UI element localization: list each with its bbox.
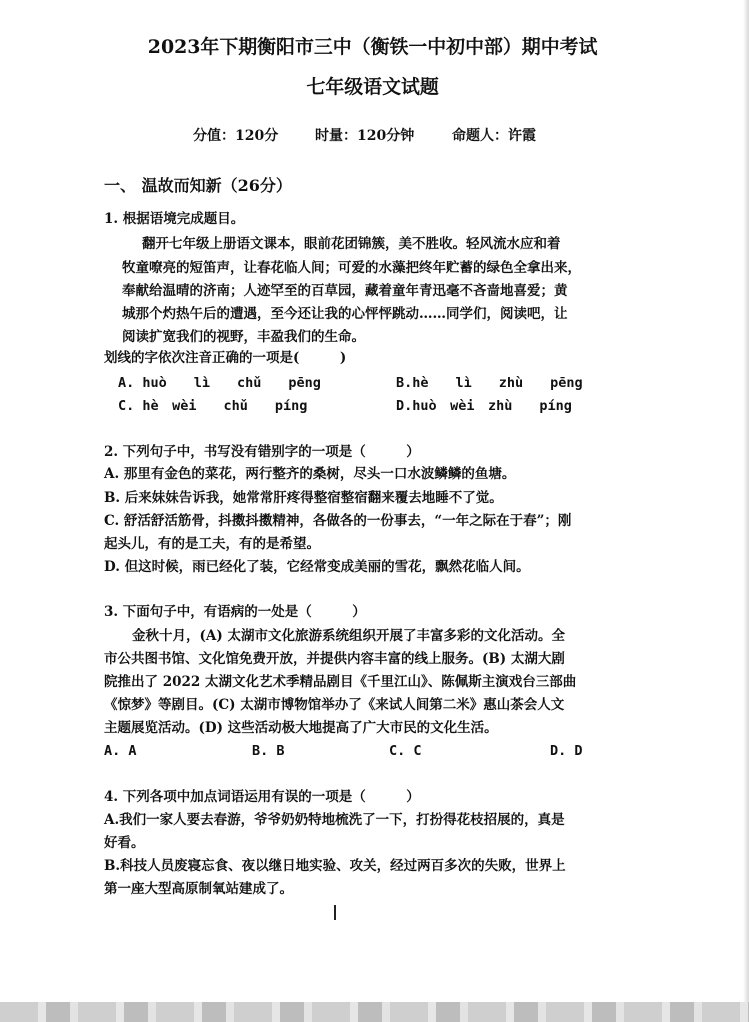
q3-passage-line: 市公共图书馆、文化馆免费开放，并提供内容丰富的线上服务。(B) 太湖大剧 [104,651,565,667]
scan-bottom-strip [0,1002,749,1022]
q4-option-a-continued: 好看。 [104,835,145,851]
pen-mark [334,905,336,920]
q1-passage-line: 城那个灼热午后的遭遇，至今还让我的心怦怦跳动……同学们，阅读吧，让 [122,306,568,322]
q3-option-b: B. B [252,743,285,759]
q1-option-c: C. hè wèi chǔ píng [118,398,308,414]
exam-subtitle: 七年级语文试题 [306,76,439,98]
q1-stem: 1. 根据语境完成题目。 [104,211,245,227]
q2-option-c: C. 舒活舒活筋骨，抖擞抖擞精神，各做各的一份事去，“一年之际在于春”；刚 [104,513,572,529]
q3-passage-line: 金秋十月，(A) 太湖市文化旅游系统组织开展了丰富多彩的文化活动。全 [132,628,565,644]
q4-option-b-continued: 第一座大型高原制氧站建成了。 [104,881,293,897]
q3-option-d: D. D [550,743,583,759]
q1-passage-line: 奉献给温晴的济南；人迹罕至的百草园，藏着童年青迅毫不吝啬地喜爱；黄 [122,283,568,299]
q3-passage-line: 《惊梦》等剧目。(C) 太湖市博物馆举办了《来试人间第二米》惠山茶会人文 [104,697,565,713]
q3-passage-line: 主题展览活动。(D) 这些活动极大地提高了广大市民的文化生活。 [104,720,498,736]
q1-passage-line: 牧童嘹亮的短笛声，让春花临人间；可爱的水藻把终年贮蓄的绿色全拿出来， [122,260,581,276]
q1-passage-line: 翻开七年级上册语文课本，眼前花团锦簇，美不胜收。轻风流水应和着 [142,236,561,252]
exam-title: 2023年下期衡阳市三中（衡铁一中初中部）期中考试 [147,36,598,58]
q2-stem: 2. 下列句子中，书写没有错别字的一项是（ ） [104,444,420,460]
q4-option-a: A.我们一家人要去春游，爷爷奶奶特地梳洗了一下，打扮得花枝招展的，真是 [104,812,565,828]
q1-option-d: D.huò wèi zhù píng [396,398,572,414]
q2-option-c-continued: 起头儿，有的是工夫，有的是希望。 [104,536,320,552]
score-info: 分值：120分 [193,128,279,144]
q3-option-c: C. C [389,743,422,759]
section-heading: 一、 温故而知新（26分） [104,176,292,195]
q1-passage-line: 阅读扩宽我们的视野，丰盈我们的生命。 [122,329,365,345]
scan-edge [743,0,749,1022]
q4-stem: 4. 下列各项中加点词语运用有误的一项是（ ） [104,789,420,805]
time-info: 时量：120分钟 [315,128,415,144]
q2-option-d: D. 但这时候，雨已经化了装，它经常变成美丽的雪花，飘然花临人间。 [104,559,530,575]
q3-passage-line: 院推出了 2022 太湖文化艺术季精品剧目《千里江山》、陈佩斯主演戏台三部曲 [104,674,577,690]
q1-option-b: B.hè lì zhù pēng [396,375,583,391]
q1-option-a: A. huò lì chǔ pēng [118,375,321,391]
author-info: 命题人：许霞 [452,128,536,144]
q1-prompt: 划线的字依次注音正确的一项是( ) [104,350,347,366]
q3-stem: 3. 下面句子中，有语病的一处是（ ） [104,604,366,620]
q4-option-b: B.科技人员废寝忘食、夜以继日地实验、攻关，经过两百多次的失败，世界上 [104,858,566,874]
q3-option-a: A. A [104,743,137,759]
q2-option-a: A. 那里有金色的菜花，两行整齐的桑树，尽头一口水波鳞鳞的鱼塘。 [104,466,516,482]
q2-option-b: B. 后来妹妹告诉我，她常常肝疼得整宿整宿翻来覆去地睡不了觉。 [104,490,503,506]
